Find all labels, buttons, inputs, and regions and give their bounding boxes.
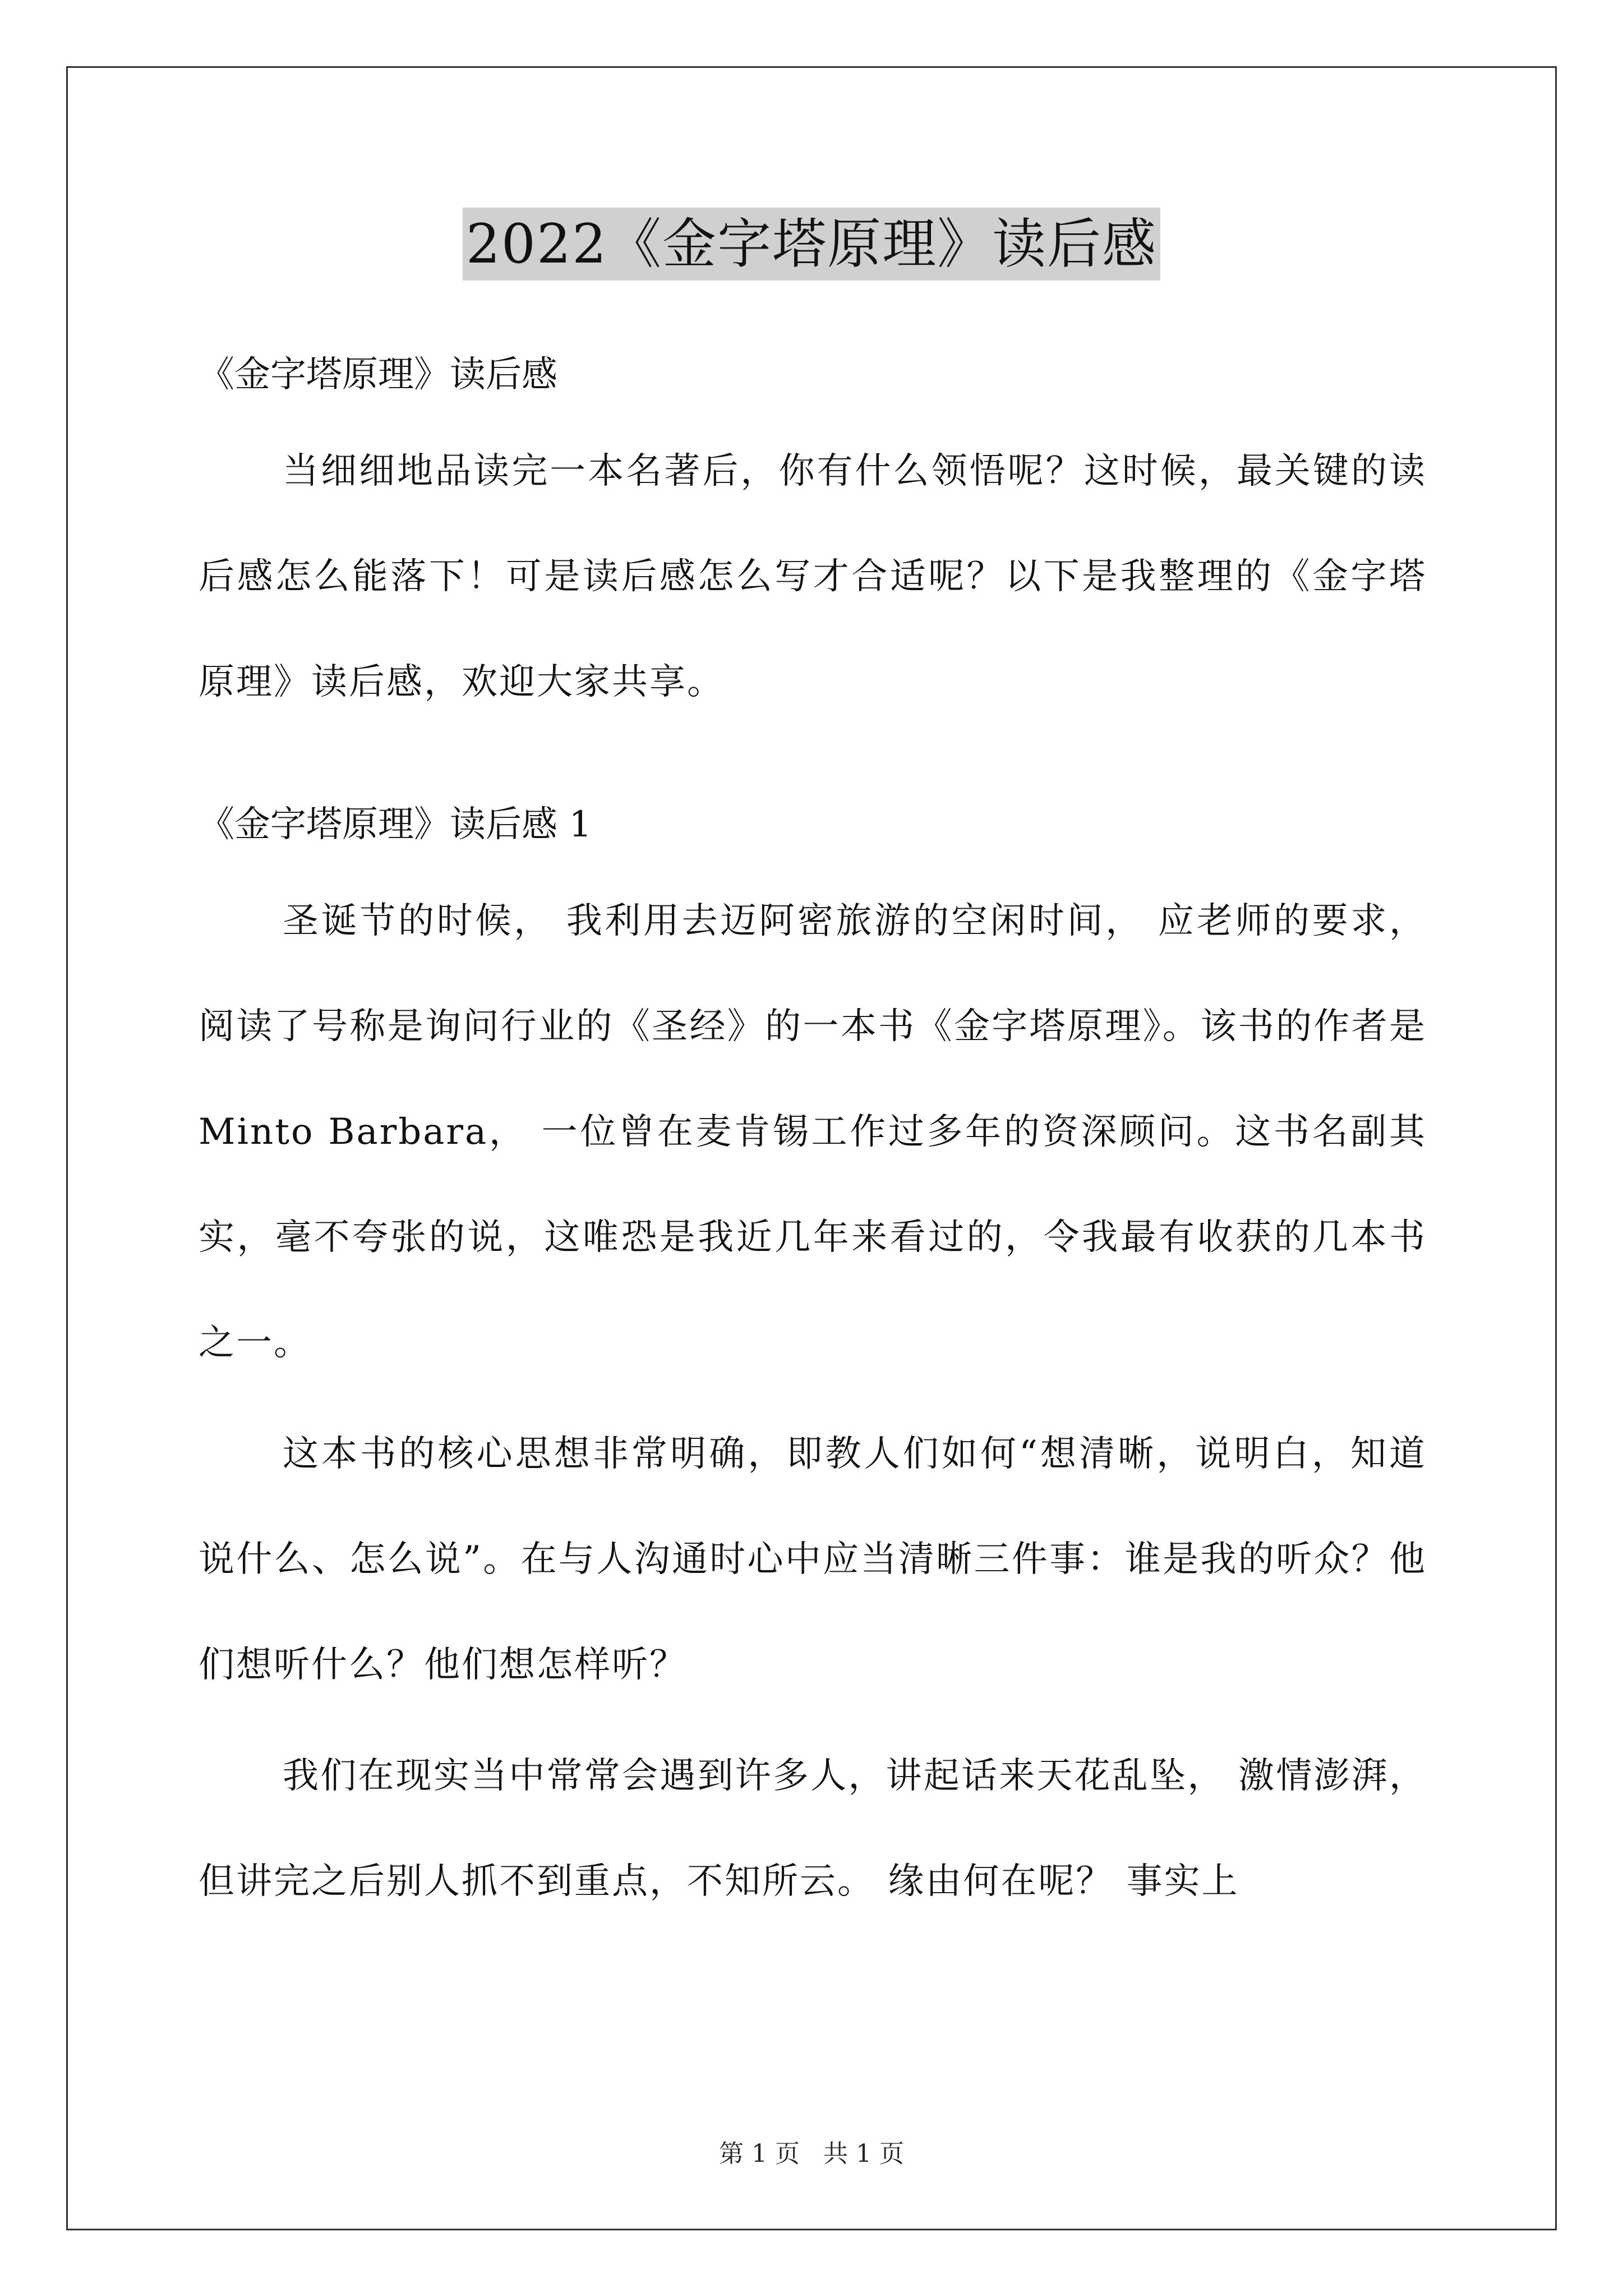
body-paragraph: 这本书的核心思想非常明确，即教人们如何“想清晰，说明白，知道说什么、怎么说”。在与人沟通时心中应当清晰三件事：谁是我的听众？他们想听什么？他们想怎样听？ bbox=[199, 1433, 1427, 1686]
title-container bbox=[0, 208, 1623, 280]
document-body bbox=[199, 337, 1427, 1934]
document-title: 2022《金字塔原理》读后感 bbox=[463, 208, 1160, 280]
intro-paragraph: 当细细地品读完一本名著后，你有什么领悟呢？这时候，最关键的读后感怎么能落下！可是读后感怎么写才合适呢？以下是我整理的《金字塔原理》读后感，欢迎大家共享。 bbox=[199, 450, 1427, 703]
page-number: 第 1 页 bbox=[719, 2139, 800, 2168]
body-paragraph: 圣诞节的时候， 我利用去迈阿密旅游的空闲时间， 应老师的要求，阅读了号称是询问行业的《圣经》的一本书《金字塔原理》。该书的作者是 Minto Barbara， 一位曾在麦肯锡工作过多年的资深顾问。这书名副其实，毫不夸张的说，这唯恐是我近几年来看过的，令我最有收获的几本书之一。 bbox=[199, 900, 1427, 1364]
body-paragraph: 我们在现实当中常常会遇到许多人，讲起话来天花乱坠， 激情澎湃，但讲完之后别人抓不到重点，不知所云。 缘由何在呢？ 事实上 bbox=[199, 1755, 1427, 1902]
section-heading: 《金字塔原理》读后感 1 bbox=[199, 804, 592, 845]
page-total: 共 1 页 bbox=[823, 2139, 904, 2168]
page-footer bbox=[0, 2137, 1623, 2171]
subtitle: 《金字塔原理》读后感 bbox=[199, 354, 557, 395]
